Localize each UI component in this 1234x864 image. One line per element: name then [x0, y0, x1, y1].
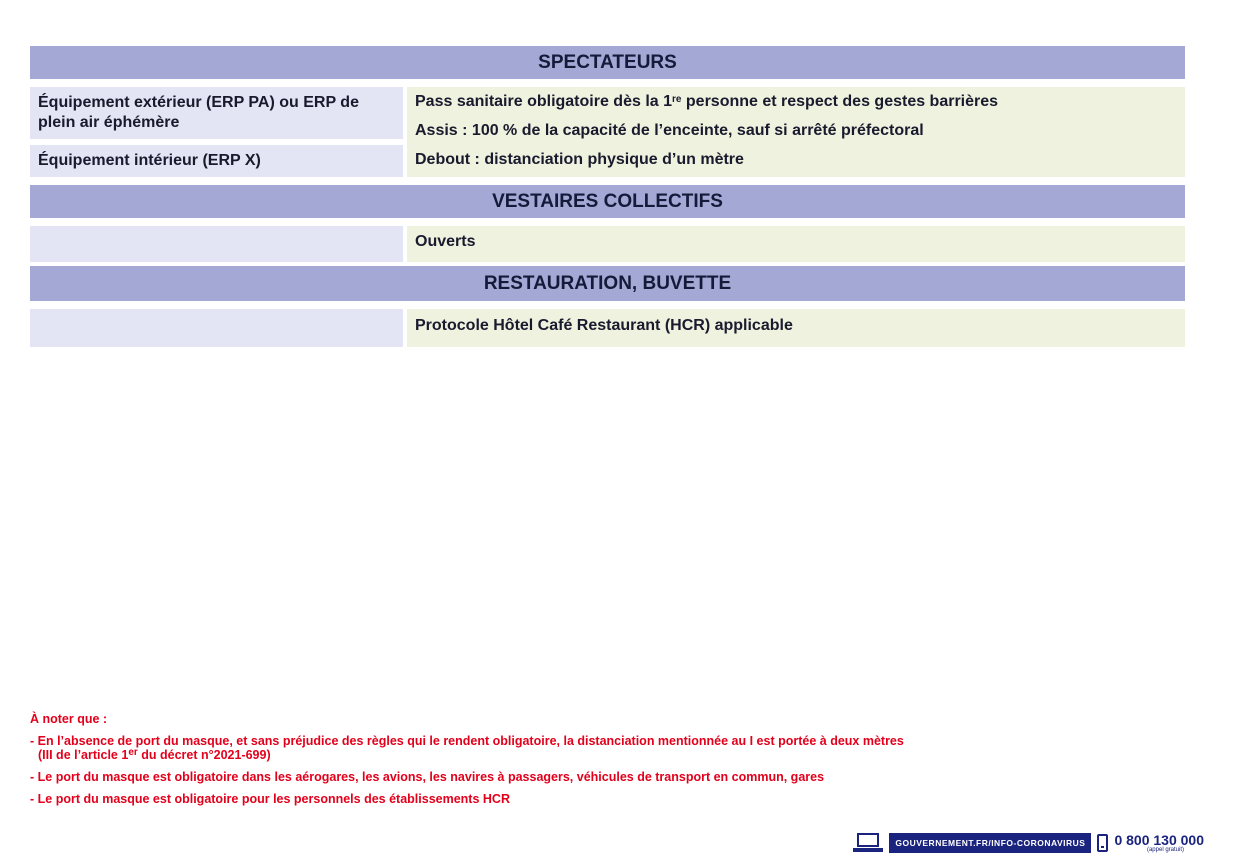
row-label-empty	[30, 226, 403, 262]
row-label-exterieur	[30, 87, 403, 139]
notes-block	[30, 712, 1130, 814]
section-title: SPECTATEURS	[538, 51, 677, 73]
phone-number[interactable]: 0 800 130 000	[1114, 831, 1204, 848]
note-decret-reference: (III de l’article 1er du décret n°2021-699)	[38, 747, 271, 762]
phone-note: (appel gratuit)	[1146, 846, 1184, 853]
info-url-link[interactable]: GOUVERNEMENT.FR/INFO-CORONAVIRUS	[889, 833, 1091, 853]
row-label-text: Équipement extérieur (ERP PA) ou ERP de plein air éphémère	[38, 94, 359, 131]
section-header-spectateurs	[30, 46, 1185, 79]
row-label-empty	[30, 309, 403, 347]
rule-text: Protocole Hôtel Café Restaurant (HCR) applicable	[415, 317, 793, 334]
rule-pass-sanitaire: Pass sanitaire obligatoire dès la 1re personne et respect des gestes barrières	[415, 93, 999, 110]
row-label-interieur	[30, 145, 403, 177]
section-header-restauration	[30, 266, 1185, 301]
rule-debout: Debout : distanciation physique d’un mètre	[415, 151, 744, 168]
section-title: VESTAIRES COLLECTIFS	[492, 190, 723, 212]
laptop-icon	[853, 833, 883, 853]
note-distanciation: - En l’absence de port du masque, et sans préjudice des règles qui le rendent obligatoire, la distanciation mentionnée au I est portée à deux mètres	[30, 734, 904, 748]
note-masque-transport: - Le port du masque est obligatoire dans les aérogares, les avions, les navires à passagers, véhicules de transport en commun, gares	[30, 770, 825, 784]
rule-assis: Assis : 100 % de la capacité de l’enceinte, sauf si arrêté préfectoral	[415, 122, 924, 139]
row-label-text: Équipement intérieur (ERP X)	[38, 152, 261, 169]
phone-icon	[1097, 834, 1108, 852]
restauration-rule	[407, 309, 1185, 347]
phone-block	[1114, 833, 1204, 854]
rule-text: Ouverts	[415, 233, 476, 250]
section-header-vestiaires	[30, 185, 1185, 218]
notes-heading: À noter que :	[30, 712, 108, 726]
vestiaires-rule	[407, 226, 1185, 262]
note-masque-hcr: - Le port du masque est obligatoire pour les personnels des établissements HCR	[30, 792, 510, 806]
section-title: RESTAURATION, BUVETTE	[483, 272, 732, 294]
footer	[853, 830, 1204, 856]
spectateurs-rules	[407, 87, 1185, 177]
